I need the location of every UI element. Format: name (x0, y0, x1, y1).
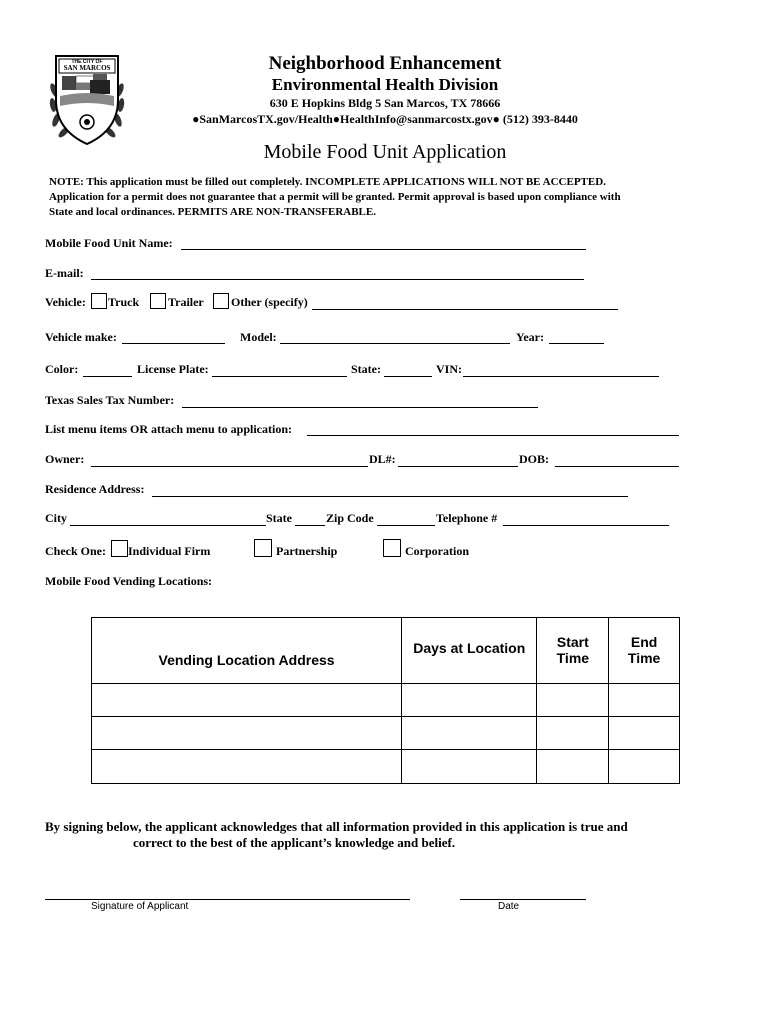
state2-field[interactable] (295, 512, 325, 526)
truck-label: Truck (108, 295, 140, 309)
dob-label: DOB: (519, 452, 549, 466)
table-row (92, 717, 680, 750)
vin-label: VIN: (436, 362, 462, 376)
header-end-time (609, 618, 680, 684)
note-line-2: Application for a permit does not guarantee that a permit will be granted. Permit approval is based upon compliance with (49, 191, 621, 203)
residence-label: Residence Address: (45, 482, 145, 496)
model-field[interactable] (280, 330, 510, 344)
partnership-checkbox[interactable] (254, 539, 272, 557)
start-time-cell[interactable] (537, 717, 609, 750)
signature-line[interactable] (45, 899, 410, 900)
check-one-label: Check One: (45, 544, 106, 558)
year-label: Year: (516, 330, 544, 344)
seal-text-main: SAN MARCOS (63, 64, 111, 72)
end-time-text: End Time (627, 634, 661, 666)
vehicle-label: Vehicle: (45, 295, 86, 309)
license-plate-label: License Plate: (137, 362, 209, 376)
vehicle-make-label: Vehicle make: (45, 330, 117, 344)
date-label: Date (498, 901, 520, 912)
color-label: Color: (45, 362, 79, 376)
vending-locations-label: Mobile Food Vending Locations: (45, 574, 213, 588)
vending-locations-table (91, 617, 680, 784)
table-header-row (92, 618, 680, 684)
header-address: 630 E Hopkins Bldg 5 San Marcos, TX 78666 (269, 96, 501, 110)
email-label: E-mail: (45, 266, 84, 280)
color-field[interactable] (83, 363, 132, 377)
date-line[interactable] (460, 899, 586, 900)
start-time-cell[interactable] (537, 684, 609, 717)
dl-field[interactable] (398, 453, 518, 467)
dob-field[interactable] (555, 453, 679, 467)
year-field[interactable] (549, 330, 604, 344)
model-label: Model: (240, 330, 277, 344)
state-field[interactable] (384, 363, 432, 377)
menu-field[interactable] (307, 422, 679, 436)
header-division: Environmental Health Division (271, 75, 499, 94)
city-field[interactable] (70, 512, 266, 526)
acknowledgement-line-1: By signing below, the applicant acknowledges that all information provided in this application is true and (45, 819, 628, 834)
state2-label: State (266, 511, 292, 525)
address-cell[interactable] (92, 684, 402, 717)
corporation-label: Corporation (405, 544, 469, 558)
header-contact: ●SanMarcosTX.gov/Health●HealthInfo@sanmarcostx.gov● (512) 393-8440 (192, 112, 578, 126)
unit-name-label: Mobile Food Unit Name: (45, 236, 173, 250)
header-title: Neighborhood Enhancement (268, 53, 502, 74)
unit-name-field[interactable] (181, 236, 586, 250)
email-field[interactable] (91, 266, 584, 280)
residence-field[interactable] (152, 483, 628, 497)
telephone-field[interactable] (503, 512, 669, 526)
other-label: Other (specify) (231, 295, 308, 309)
other-specify-field[interactable] (312, 296, 618, 310)
individual-firm-checkbox[interactable] (111, 540, 128, 557)
tax-number-field[interactable] (182, 394, 538, 408)
license-plate-field[interactable] (212, 363, 347, 377)
telephone-label: Telephone # (436, 511, 498, 525)
truck-checkbox[interactable] (91, 293, 107, 309)
days-cell[interactable] (402, 684, 537, 717)
owner-field[interactable] (91, 453, 368, 467)
city-label: City (45, 511, 67, 525)
table-row (92, 684, 680, 717)
table-row (92, 750, 680, 784)
trailer-checkbox[interactable] (150, 293, 166, 309)
address-cell[interactable] (92, 717, 402, 750)
note-line-1: NOTE: This application must be filled out completely. INCOMPLETE APPLICATIONS WILL NOT BE ACCEPTED. (49, 176, 606, 188)
start-time-text: Start Time (556, 634, 590, 666)
acknowledgement-line-2: correct to the best of the applicant’s knowledge and belief. (133, 835, 456, 850)
end-time-cell[interactable] (609, 750, 680, 784)
signature-label: Signature of Applicant (91, 901, 189, 912)
header-start-time (537, 618, 609, 684)
vehicle-make-field[interactable] (122, 330, 225, 344)
partnership-label: Partnership (276, 544, 338, 558)
state-label: State: (351, 362, 381, 376)
header-address: Vending Location Address (92, 618, 402, 684)
vin-field[interactable] (463, 363, 659, 377)
trailer-label: Trailer (168, 295, 204, 309)
zip-field[interactable] (377, 512, 435, 526)
other-checkbox[interactable] (213, 293, 229, 309)
menu-label: List menu items OR attach menu to application: (45, 422, 292, 436)
owner-label: Owner: (45, 452, 85, 466)
tax-number-label: Texas Sales Tax Number: (45, 393, 175, 407)
address-cell[interactable] (92, 750, 402, 784)
end-time-cell[interactable] (609, 684, 680, 717)
header-days: Days at Location (402, 618, 537, 684)
individual-firm-label: Individual Firm (128, 544, 211, 558)
dl-label: DL#: (369, 452, 396, 466)
end-time-cell[interactable] (609, 717, 680, 750)
days-cell[interactable] (402, 717, 537, 750)
zip-label: Zip Code (326, 511, 374, 525)
note-line-3: State and local ordinances. PERMITS ARE NON-TRANSFERABLE. (49, 206, 376, 218)
days-cell[interactable] (402, 750, 537, 784)
start-time-cell[interactable] (537, 750, 609, 784)
seal-text-top: THE CITY OF (71, 59, 103, 65)
form-title: Mobile Food Unit Application (263, 141, 507, 163)
corporation-checkbox[interactable] (383, 539, 401, 557)
